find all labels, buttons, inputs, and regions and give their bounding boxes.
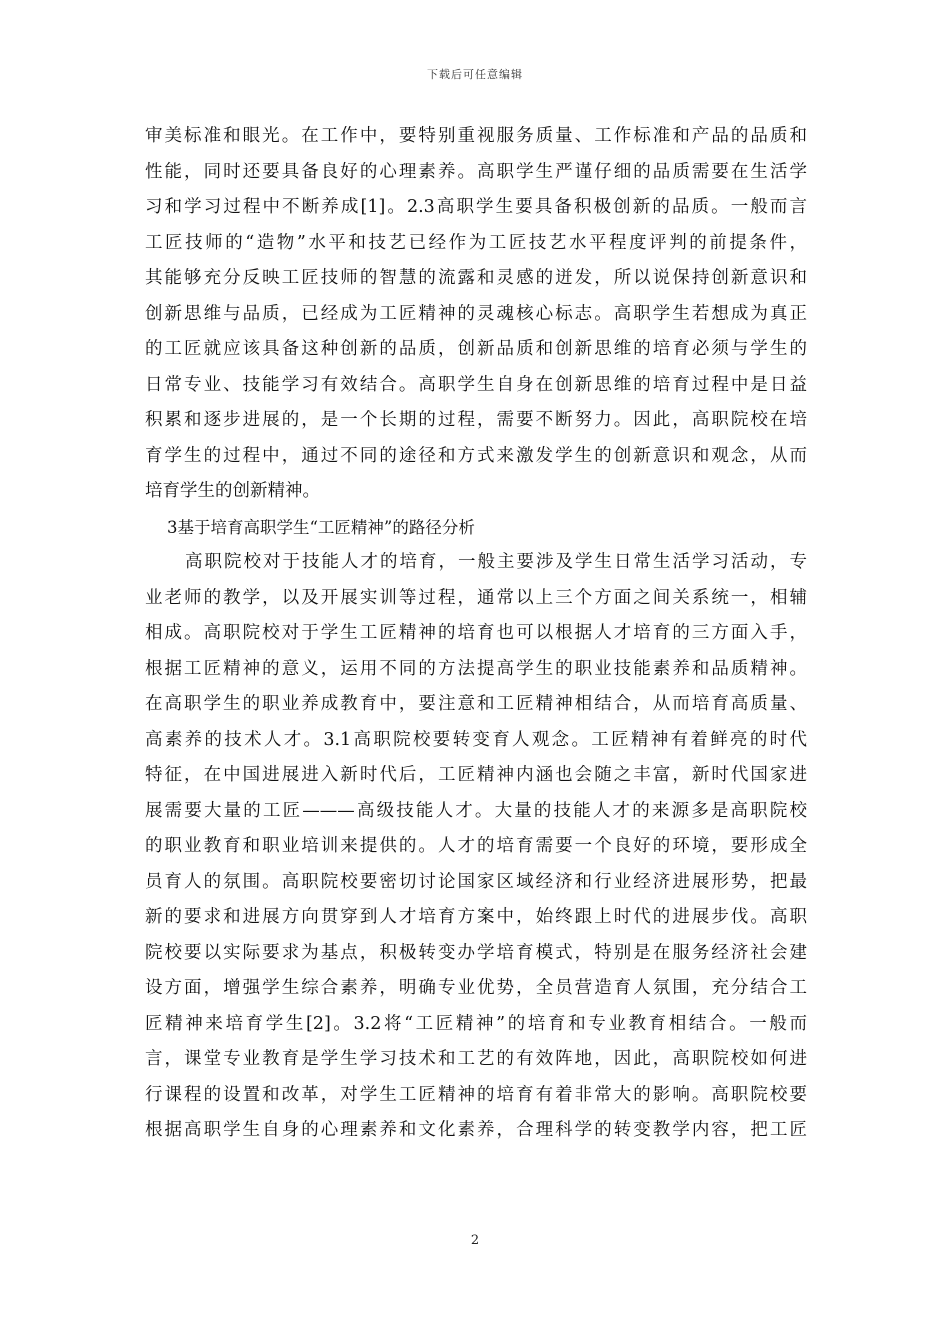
text-line: 的职业教育和职业培训来提供的。人才的培育需要一个良好的环境，要形成全: [145, 836, 807, 856]
text-line: 性能，同时还要具备良好的心理素养。高职学生严谨仔细的品质需要在生活学: [145, 161, 807, 182]
text-line: 院校要以实际要求为基点，积极转变办学培育模式，特别是在服务经济社会建: [145, 942, 807, 963]
text-line: 工匠技师的“造物”水平和技艺已经作为工匠技艺水平程度评判的前提条件，: [145, 232, 807, 253]
text-line: 员育人的氛围。高职院校要密切讨论国家区域经济和行业经济进展形势，把最: [145, 871, 807, 892]
text-line: 根据工匠精神的意义，运用不同的方法提高学生的职业技能素养和品质精神。: [145, 658, 807, 679]
text-line: 根据高职学生自身的心理素养和文化素养，合理科学的转变教学内容，把工匠: [145, 1120, 807, 1140]
text-line: 其能够充分反映工匠技师的智慧的流露和灵感的迸发，所以说保持创新意识和: [145, 268, 807, 288]
text-line: 相成。高职院校对于学生工匠精神的培育也可以根据人才培育的三方面入手，: [145, 623, 807, 643]
paragraph-2: [145, 545, 807, 1149]
text-line: 言，课堂专业教育是学生学习技术和工艺的有效阵地，因此，高职院校如何进: [145, 1049, 807, 1069]
text-line: 业老师的教学，以及开展实训等过程，通常以上三个方面之间关系统一，相辅: [145, 587, 807, 608]
text-line: 培育学生的创新精神。: [145, 481, 320, 501]
text-line: 匠精神来培育学生[2]。3.2将“工匠精神”的培育和专业教育相结合。一般而: [145, 1013, 807, 1034]
paragraph-1: [145, 119, 807, 510]
text-line: 特征，在中国进展进入新时代后，工匠精神内涵也会随之丰富，新时代国家进: [145, 765, 807, 785]
text-line: 行课程的设置和改革，对学生工匠精神的培育有着非常大的影响。高职院校要: [145, 1084, 807, 1105]
text-line: 审美标准和眼光。在工作中，要特别重视服务质量、工作标准和产品的品质和: [145, 126, 807, 146]
text-line: 高素养的技术人才。3.1高职院校要转变育人观念。工匠精神有着鲜亮的时代: [145, 729, 807, 750]
text-line: 日常专业、技能学习有效结合。高职学生自身在创新思维的培育过程中是日益: [145, 374, 807, 395]
text-line: 设方面，增强学生综合素养，明确专业优势，全员营造育人氛围，充分结合工: [145, 978, 807, 998]
text-line: 展需要大量的工匠———高级技能人才。大量的技能人才的来源多是高职院校: [145, 800, 807, 821]
text-line: 积累和逐步进展的，是一个长期的过程，需要不断努力。因此，高职院校在培: [145, 410, 807, 430]
text-line: 的工匠就应该具备这种创新的品质，创新品质和创新思维的培育必须与学生的: [145, 339, 807, 359]
page-header-note: 下载后可任意编辑: [427, 68, 523, 81]
text-line: 习和学习过程中不断养成[1]。2.3高职学生要具备积极创新的品质。一般而言: [145, 197, 807, 217]
text-line: 新的要求和进展方向贯穿到人才培育方案中，始终跟上时代的进展步伐。高职: [145, 907, 807, 927]
text-line: 高职院校对于技能人才的培育，一般主要涉及学生日常生活学习活动，专: [185, 552, 807, 572]
text-line: 在高职学生的职业养成教育中，要注意和工匠精神相结合，从而培育高质量、: [145, 694, 807, 714]
section-heading: 3基于培育高职学生“工匠精神”的路径分析: [167, 517, 475, 537]
text-line: 育学生的过程中，通过不同的途径和方式来激发学生的创新意识和观念，从而: [145, 445, 807, 466]
document-body: [145, 119, 807, 1149]
text-line: 创新思维与品质，已经成为工匠精神的灵魂核心标志。高职学生若想成为真正: [145, 303, 807, 324]
page-number: 2: [470, 1233, 480, 1248]
